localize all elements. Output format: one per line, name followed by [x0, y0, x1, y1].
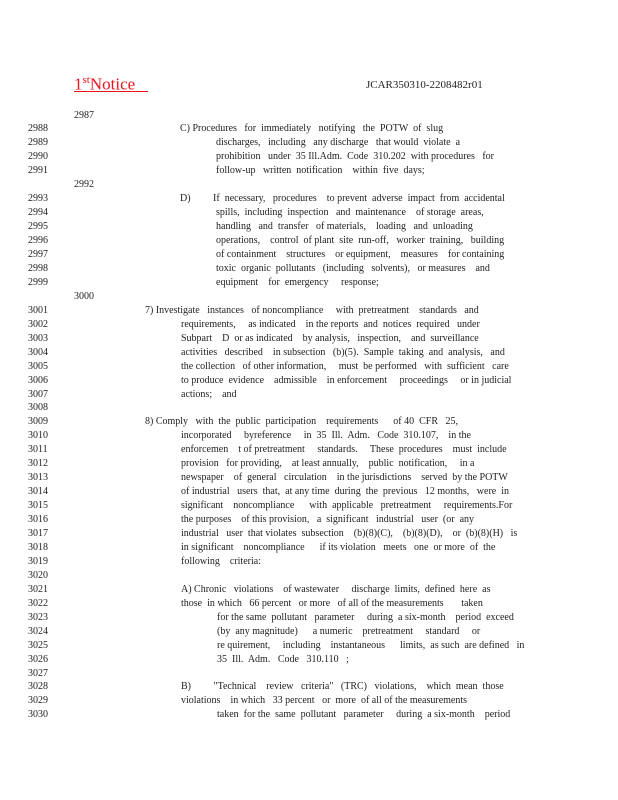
notice-superscript: st — [82, 74, 90, 86]
line-number: 2987 — [74, 109, 94, 121]
line-number: 2991 — [28, 165, 48, 177]
line-text: the purposes of this provision, a significant industrial user (or any — [181, 514, 475, 526]
line-number: 3003 — [28, 332, 48, 344]
line-number: 2993 — [28, 193, 48, 205]
line-text: discharges, including any discharge that would violate a — [216, 137, 461, 149]
line-text: requirements, as indicated in the reports and notices required under — [181, 318, 480, 330]
line-number: 2999 — [28, 276, 48, 288]
line-number: 3019 — [28, 555, 48, 567]
line-number: 3010 — [28, 430, 48, 442]
line-text: of containment structures or equipment, measures for containing — [216, 249, 505, 260]
line-number: 2998 — [28, 262, 48, 274]
line-text: toxic organic pollutants (including solvents), or measures and — [216, 262, 490, 274]
line-text: incorporated byreference in 35 Ill. Adm. Code 310.107, in the — [181, 430, 471, 442]
line-text: B) "Technical review criteria" (TRC) violations, which mean those — [181, 681, 504, 693]
line-number: 3017 — [28, 528, 48, 539]
line-text: 8) Comply with the public participation requirements of 40 CFR 25, — [145, 416, 459, 428]
line-text: re quirement, including instantaneous limits, as such are defined in — [217, 639, 525, 651]
line-number: 2995 — [28, 221, 48, 233]
line-text: D) If necessary, procedures to prevent adverse impact from accidental — [180, 193, 505, 205]
line-text: Subpart D or as indicated by analysis, inspection, and surveillance — [181, 332, 479, 344]
line-text: those in which 66 percent or more of all of the measurements taken — [181, 597, 483, 609]
line-number: 2992 — [74, 179, 94, 191]
line-number: 3005 — [28, 360, 48, 372]
line-text: operations, control of plant site run-off, worker training, building — [216, 235, 505, 247]
line-number: 2996 — [28, 235, 48, 247]
line-number: 3029 — [28, 695, 48, 707]
line-number: 3000 — [74, 290, 94, 302]
line-number: 2994 — [28, 207, 48, 219]
line-number: 3011 — [28, 444, 48, 456]
line-number: 3014 — [28, 486, 48, 498]
line-text: significant noncompliance with applicable pretreatment requirements.For — [181, 500, 513, 512]
line-text: of industrial users that, at any time during the previous 12 months, were in — [181, 486, 509, 498]
line-text: A) Chronic violations of wastewater discharge limits, defined here as — [181, 583, 491, 595]
notice-word: Notice — [89, 74, 136, 94]
line-number: 3027 — [28, 667, 48, 679]
line-number: 3002 — [28, 318, 48, 330]
line-text: to produce evidence admissible in enforcement proceedings or in judicial — [181, 374, 512, 386]
line-text: activities described in subsection (b)(5). Sample taking and analysis, and — [181, 346, 505, 358]
line-number: 3020 — [28, 569, 48, 581]
line-text: spills, including inspection and maintenance of storage areas, — [216, 207, 484, 219]
line-text: handling and transfer of materials, loading and unloading — [216, 221, 473, 233]
line-number: 3021 — [28, 583, 48, 595]
line-text: prohibition under 35 Ill.Adm. Code 310.202 with procedures for — [216, 151, 495, 163]
line-number: 3013 — [28, 472, 48, 484]
line-number: 3004 — [28, 346, 48, 358]
line-number: 3023 — [28, 611, 48, 623]
line-text: 35 Ill. Adm. Code 310.110 ; — [217, 653, 349, 665]
document-code: JCAR350310-2208482r01 — [366, 79, 483, 91]
line-number: 3001 — [28, 304, 48, 316]
line-text: actions; and — [181, 388, 237, 400]
line-number: 2989 — [28, 137, 48, 149]
line-number: 3008 — [28, 402, 48, 414]
line-number: 2990 — [28, 151, 48, 163]
line-number: 2988 — [28, 123, 48, 135]
line-text: for the same pollutant parameter during a six-month period exceed — [217, 611, 514, 623]
line-number: 2997 — [28, 249, 48, 260]
line-number: 3012 — [28, 458, 48, 470]
line-number: 3006 — [28, 374, 48, 386]
line-text: follow-up written notification within five days; — [216, 165, 425, 177]
line-text: equipment for emergency response; — [216, 276, 379, 288]
line-number: 3016 — [28, 514, 48, 526]
line-number: 3026 — [28, 653, 48, 665]
header-notice — [74, 74, 148, 95]
line-number: 3024 — [28, 625, 48, 637]
line-text: enforcemen t of pretreatment standards. These procedures must include — [181, 444, 507, 456]
line-number: 3022 — [28, 597, 48, 609]
line-number: 3018 — [28, 541, 48, 553]
line-text: provision for providing, at least annually, public notification, in a — [181, 458, 475, 470]
line-number: 3015 — [28, 500, 48, 512]
line-text: newspaper of general circulation in the jurisdictions served by the POTW — [181, 472, 508, 484]
line-number: 3007 — [28, 388, 48, 400]
notice-number: 1 — [74, 74, 83, 94]
line-number: 3009 — [28, 416, 48, 428]
line-text: (by any magnitude) a numeric pretreatment standard or — [217, 625, 481, 637]
line-number: 3025 — [28, 639, 48, 651]
line-text: taken for the same pollutant parameter during a six-month period — [217, 709, 511, 721]
line-number: 3030 — [28, 709, 48, 721]
line-number: 3028 — [28, 681, 48, 693]
line-text: 7) Investigate instances of noncompliance with pretreatment standards and — [145, 304, 479, 316]
line-text: C) Procedures for immediately notifying the POTW of slug — [180, 123, 444, 135]
line-text: industrial user that violates subsection (b)(8)(C), (b)(8)(D), or (b)(8)(H) is — [181, 528, 518, 539]
line-text: violations in which 33 percent or more of all of the measurements — [181, 695, 468, 707]
line-text: the collection of other information, must be performed with sufficient care — [181, 360, 509, 372]
line-text: following criteria: — [181, 555, 261, 567]
line-text: in significant noncompliance if its violation meets one or more of the — [181, 541, 496, 553]
